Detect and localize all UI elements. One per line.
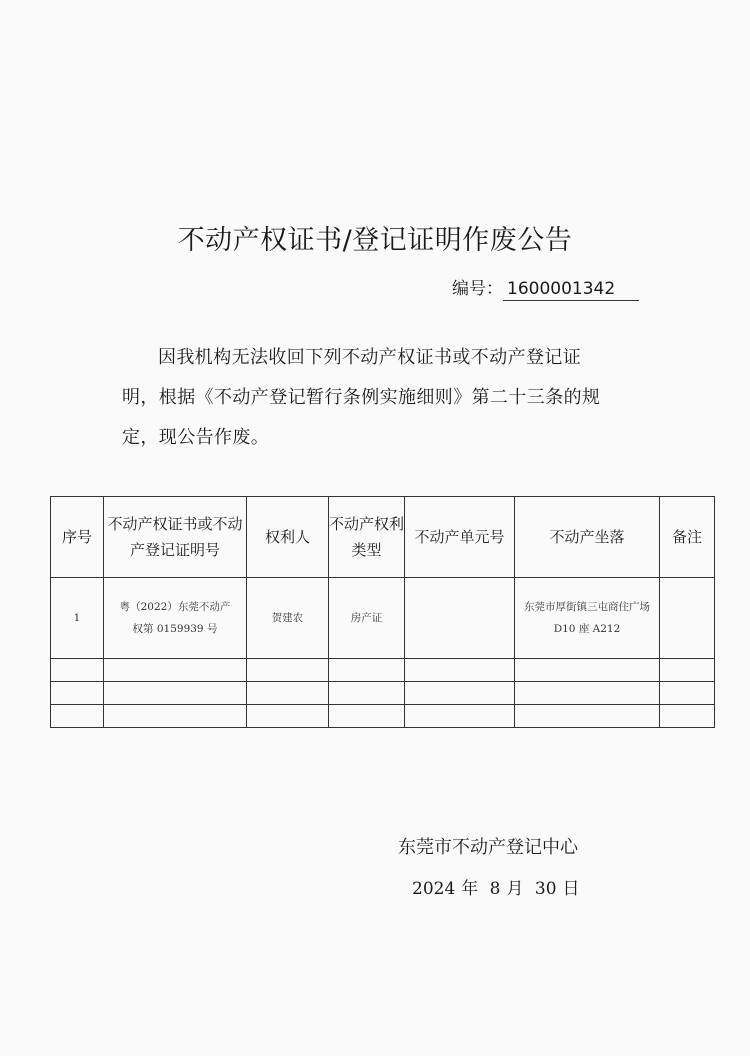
date-month-unit: 月: [506, 879, 524, 899]
document-number-value: 1600001342: [503, 279, 639, 301]
date-day: 30: [534, 879, 557, 899]
date-day-unit: 日: [562, 879, 580, 899]
issuing-organization: 东莞市不动产登记中心: [398, 837, 578, 858]
cell-cert: 粤（2022）东莞不动产权第 0159939 号: [104, 578, 247, 659]
notice-body: [122, 338, 642, 458]
table-header-row: [51, 497, 715, 578]
body-line-1: 因我机构无法收回下列不动产权证书或不动产登记证: [158, 347, 582, 368]
document-number-label: 编号：: [452, 279, 503, 299]
date-year-unit: 年: [461, 879, 479, 899]
document-number: [452, 274, 639, 301]
table-row-empty: [51, 682, 715, 705]
void-certificate-table: [50, 496, 715, 728]
issue-date: [412, 874, 586, 899]
cell-remark: [660, 578, 715, 659]
date-month: 8: [489, 879, 501, 899]
table-row: [51, 578, 715, 659]
cell-seq: 1: [51, 578, 104, 659]
notice-title: 不动产权证书/登记证明作废公告: [177, 225, 573, 256]
header-remark: 备注: [660, 497, 715, 578]
header-cert: 不动产权证书或不动产登记证明号: [104, 497, 247, 578]
header-unit: 不动产单元号: [405, 497, 515, 578]
body-line-3: 定，现公告作废。: [122, 427, 270, 448]
cell-holder: 贺建农: [247, 578, 329, 659]
header-type: 不动产权利类型: [329, 497, 405, 578]
table-row-empty: [51, 705, 715, 728]
header-seq: 序号: [51, 497, 104, 578]
table-row-empty: [51, 659, 715, 682]
header-location: 不动产坐落: [515, 497, 660, 578]
cell-location: 东莞市厚街镇三屯商住广场 D10 座 A212: [515, 578, 660, 659]
header-holder: 权利人: [247, 497, 329, 578]
cell-type: 房产证: [329, 578, 405, 659]
date-year: 2024: [412, 879, 456, 899]
body-line-2: 明，根据《不动产登记暂行条例实施细则》第二十三条的规: [122, 387, 601, 408]
cell-unit: [405, 578, 515, 659]
